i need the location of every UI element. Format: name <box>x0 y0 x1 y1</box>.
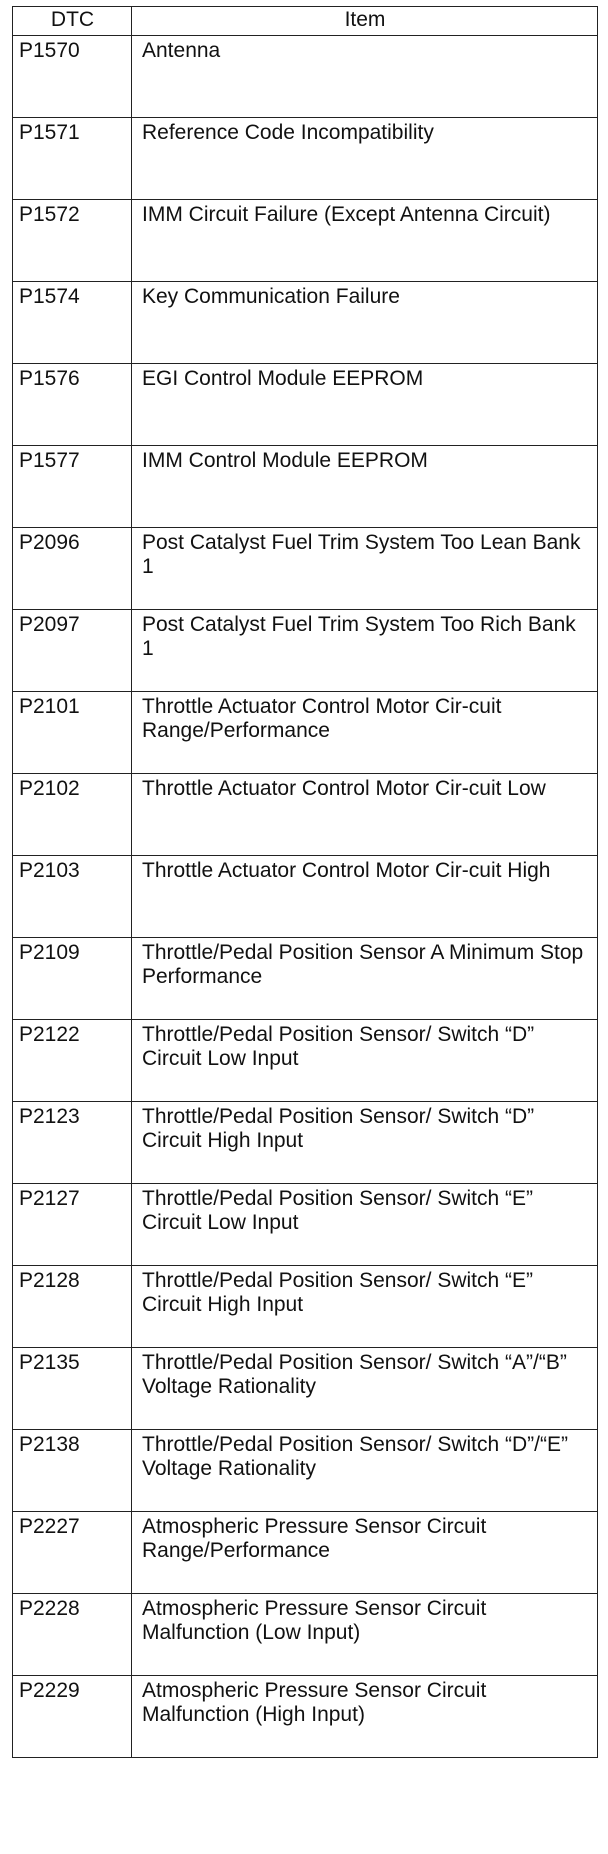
dtc-code-cell: P1577 <box>13 446 132 528</box>
dtc-code-cell: P2101 <box>13 692 132 774</box>
table-row <box>13 200 598 282</box>
item-description-cell: Antenna <box>132 36 598 118</box>
dtc-code-cell: P2135 <box>13 1348 132 1430</box>
item-description-cell: Throttle/Pedal Position Sensor/ Switch “A”/“B” Voltage Rationality <box>132 1348 598 1430</box>
item-description-cell: Atmospheric Pressure Sensor Circuit Malfunction (High Input) <box>132 1676 598 1758</box>
dtc-code-cell: P2228 <box>13 1594 132 1676</box>
table-header-row <box>13 7 598 36</box>
dtc-code-cell: P2128 <box>13 1266 132 1348</box>
item-description-cell: Post Catalyst Fuel Trim System Too Rich Bank 1 <box>132 610 598 692</box>
dtc-code-cell: P2123 <box>13 1102 132 1184</box>
table-row <box>13 36 598 118</box>
item-description-cell: Throttle/Pedal Position Sensor/ Switch “E” Circuit High Input <box>132 1266 598 1348</box>
table-row <box>13 1676 598 1758</box>
item-description-cell: Throttle/Pedal Position Sensor/ Switch “D”/“E” Voltage Rationality <box>132 1430 598 1512</box>
table-row <box>13 1348 598 1430</box>
item-description-cell: Throttle/Pedal Position Sensor A Minimum Stop Performance <box>132 938 598 1020</box>
item-description-cell: Throttle Actuator Control Motor Cir-cuit Low <box>132 774 598 856</box>
dtc-code-cell: P2229 <box>13 1676 132 1758</box>
table-row <box>13 1430 598 1512</box>
dtc-table <box>12 6 598 1758</box>
table-row <box>13 1594 598 1676</box>
dtc-code-cell: P1572 <box>13 200 132 282</box>
table-row <box>13 938 598 1020</box>
dtc-code-cell: P1571 <box>13 118 132 200</box>
table-row <box>13 1184 598 1266</box>
item-description-cell: Throttle/Pedal Position Sensor/ Switch “D” Circuit Low Input <box>132 1020 598 1102</box>
item-description-cell: Atmospheric Pressure Sensor Circuit Range/Performance <box>132 1512 598 1594</box>
item-column-header: Item <box>132 7 598 36</box>
dtc-code-cell: P2102 <box>13 774 132 856</box>
item-description-cell: Atmospheric Pressure Sensor Circuit Malfunction (Low Input) <box>132 1594 598 1676</box>
table-row <box>13 610 598 692</box>
item-description-cell: Key Communication Failure <box>132 282 598 364</box>
dtc-code-cell: P2127 <box>13 1184 132 1266</box>
item-description-cell: Throttle/Pedal Position Sensor/ Switch “E” Circuit Low Input <box>132 1184 598 1266</box>
dtc-column-header: DTC <box>13 7 132 36</box>
table-row <box>13 1512 598 1594</box>
table-row <box>13 1020 598 1102</box>
dtc-code-cell: P2097 <box>13 610 132 692</box>
table-row <box>13 446 598 528</box>
dtc-code-cell: P2109 <box>13 938 132 1020</box>
table-row <box>13 1102 598 1184</box>
item-description-cell: Reference Code Incompatibility <box>132 118 598 200</box>
item-description-cell: EGI Control Module EEPROM <box>132 364 598 446</box>
table-row <box>13 118 598 200</box>
item-description-cell: Throttle Actuator Control Motor Cir-cuit High <box>132 856 598 938</box>
dtc-code-cell: P2096 <box>13 528 132 610</box>
dtc-code-cell: P1574 <box>13 282 132 364</box>
table-row <box>13 692 598 774</box>
item-description-cell: Throttle Actuator Control Motor Cir-cuit Range/Performance <box>132 692 598 774</box>
table-row <box>13 528 598 610</box>
table-row <box>13 1266 598 1348</box>
dtc-code-cell: P2122 <box>13 1020 132 1102</box>
item-description-cell: IMM Control Module EEPROM <box>132 446 598 528</box>
dtc-code-cell: P1576 <box>13 364 132 446</box>
table-row <box>13 856 598 938</box>
item-description-cell: Post Catalyst Fuel Trim System Too Lean Bank 1 <box>132 528 598 610</box>
dtc-code-cell: P2227 <box>13 1512 132 1594</box>
item-description-cell: IMM Circuit Failure (Except Antenna Circuit) <box>132 200 598 282</box>
table-row <box>13 774 598 856</box>
dtc-code-cell: P1570 <box>13 36 132 118</box>
table-body <box>13 36 598 1758</box>
dtc-code-cell: P2103 <box>13 856 132 938</box>
table-row <box>13 364 598 446</box>
table-row <box>13 282 598 364</box>
item-description-cell: Throttle/Pedal Position Sensor/ Switch “D” Circuit High Input <box>132 1102 598 1184</box>
dtc-code-cell: P2138 <box>13 1430 132 1512</box>
